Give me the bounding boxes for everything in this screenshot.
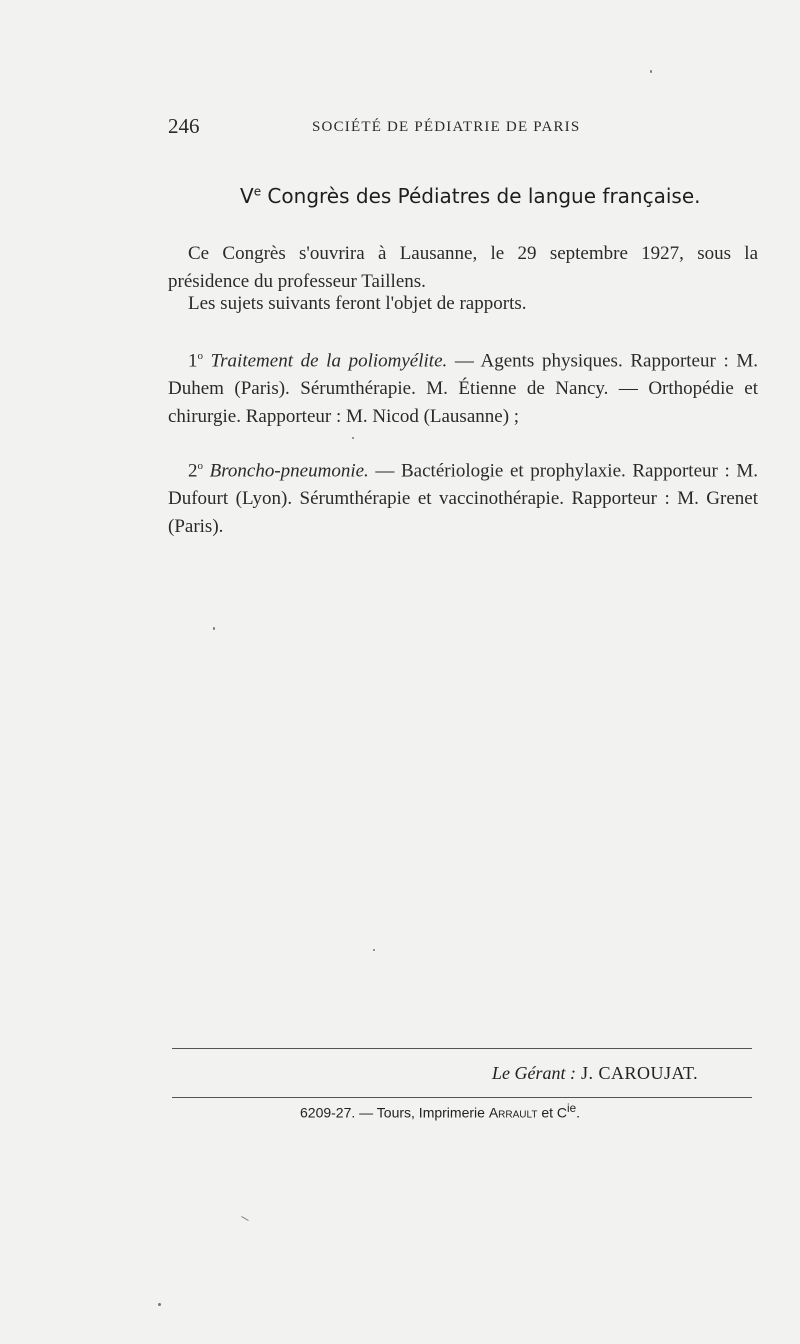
- imprint-end: .: [576, 1104, 580, 1121]
- imprint-printer-name: Arrault: [488, 1104, 538, 1121]
- item-text: — Bactériologie et prophylaxie. Rapporteur : M. Dufourt (Lyon). Sérumthérapie et vaccinothérapie. Rapporteur : M. Grenet (Paris).: [168, 460, 758, 538]
- running-head: SOCIÉTÉ DE PÉDIATRIE DE PARIS: [312, 119, 581, 135]
- item-title: Broncho-pneumonie.: [209, 460, 369, 482]
- gerant-label: Le Gérant :: [492, 1063, 576, 1083]
- section-title-roman: V: [240, 184, 254, 208]
- paper-speck: [241, 1216, 248, 1221]
- section-title-text: Congrès des Pédiatres de langue française.: [261, 184, 701, 208]
- section-title-sup: e: [253, 184, 262, 199]
- paper-speck: [158, 1303, 161, 1306]
- footer-rule-bottom: [172, 1097, 752, 1098]
- printer-imprint: [300, 1102, 580, 1121]
- item-text: — Agents physiques. Rapporteur : M. Duhem (Paris). Sérumthérapie. M. Étienne de Nancy. — Orthopédie et chirurgie. Rapporteur : M. Nicod (Lausanne) ;: [168, 350, 758, 428]
- paper-speck: [213, 627, 215, 630]
- imprint-sup: ie: [567, 1102, 577, 1115]
- item-title: Traitement de la poliomyélite.: [210, 350, 448, 372]
- item-number-sup: o: [197, 350, 203, 362]
- paper-speck: [352, 437, 354, 439]
- page-number: 246: [168, 114, 200, 138]
- paper-speck: [650, 70, 652, 73]
- item-number: 2: [188, 460, 198, 482]
- gerant-name: J. CAROUJAT.: [576, 1063, 699, 1083]
- gerant-line: [492, 1063, 698, 1084]
- list-item-broncho-pneumonia: [168, 452, 758, 541]
- section-title: [240, 184, 700, 208]
- footer-rule-top: [172, 1048, 752, 1049]
- paragraph-subjects: Les sujets suivants feront l'objet de rapports.: [188, 293, 527, 314]
- list-item-poliomyelitis: [168, 342, 758, 431]
- imprint-prefix: 6209-27. — Tours, Imprimerie: [300, 1104, 489, 1121]
- paper-speck: [373, 949, 375, 951]
- item-number: 1: [188, 350, 198, 372]
- item-number-sup: o: [197, 460, 203, 472]
- paragraph-announcement: Ce Congrès s'ouvrira à Lausanne, le 29 septembre 1927, sous la présidence du professeur Taillens.: [168, 243, 758, 292]
- imprint-mid: et C: [537, 1104, 568, 1121]
